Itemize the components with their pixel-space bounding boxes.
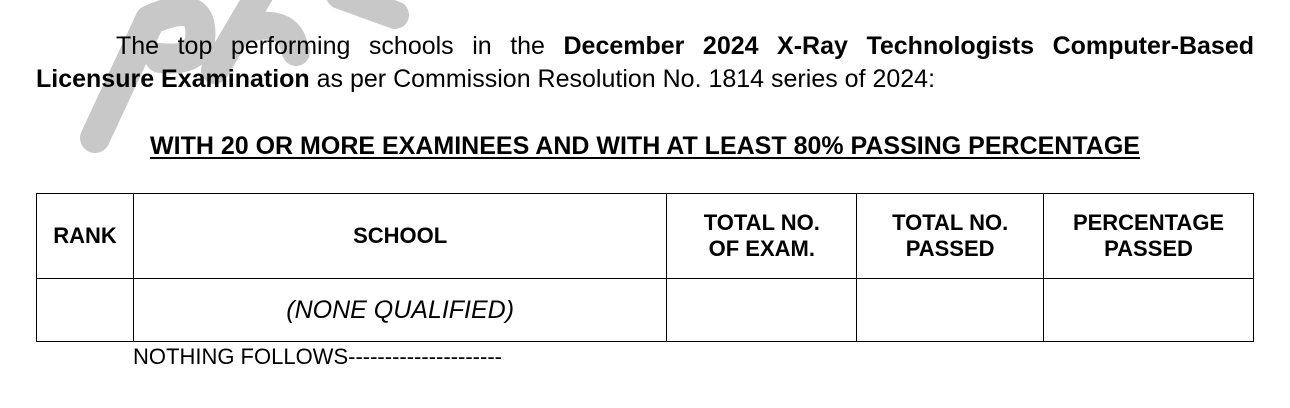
cell-total-passed	[857, 279, 1044, 342]
nothing-follows-note: NOTHING FOLLOWS---------------------	[133, 344, 502, 369]
header-total-exam-line2: OF EXAM.	[708, 236, 815, 261]
cell-total-exam	[667, 279, 857, 342]
intro-suffix: as per Commission Resolution No. 1814 series of 2024:	[309, 65, 936, 93]
header-percentage-line1: PERCENTAGE	[1072, 210, 1225, 235]
header-percentage-line2: PASSED	[1104, 236, 1193, 261]
exam-name: December 2024 X-Ray Technologists Computer-Based Licensure Examination	[36, 32, 1254, 93]
header-total-exam	[667, 194, 857, 279]
header-percentage	[1044, 194, 1254, 279]
section-heading: WITH 20 OR MORE EXAMINEES AND WITH AT LEAST 80% PASSING PERCENTAGE	[150, 132, 1140, 160]
table-row	[37, 279, 1254, 342]
header-total-passed-line1: TOTAL NO.	[892, 210, 1009, 235]
header-rank: RANK	[37, 194, 134, 279]
intro-paragraph	[36, 30, 1254, 96]
table-header-row	[37, 194, 1254, 279]
cell-rank	[37, 279, 134, 342]
cell-percentage	[1044, 279, 1254, 342]
header-total-passed-line2: PASSED	[905, 236, 995, 261]
header-school: SCHOOL	[133, 194, 666, 279]
header-total-exam-line1: TOTAL NO.	[703, 210, 820, 235]
top-schools-table	[36, 193, 1254, 342]
cell-school: (NONE QUALIFIED)	[133, 279, 666, 342]
header-total-passed	[857, 194, 1044, 279]
intro-prefix: The top performing schools in the	[116, 32, 564, 60]
